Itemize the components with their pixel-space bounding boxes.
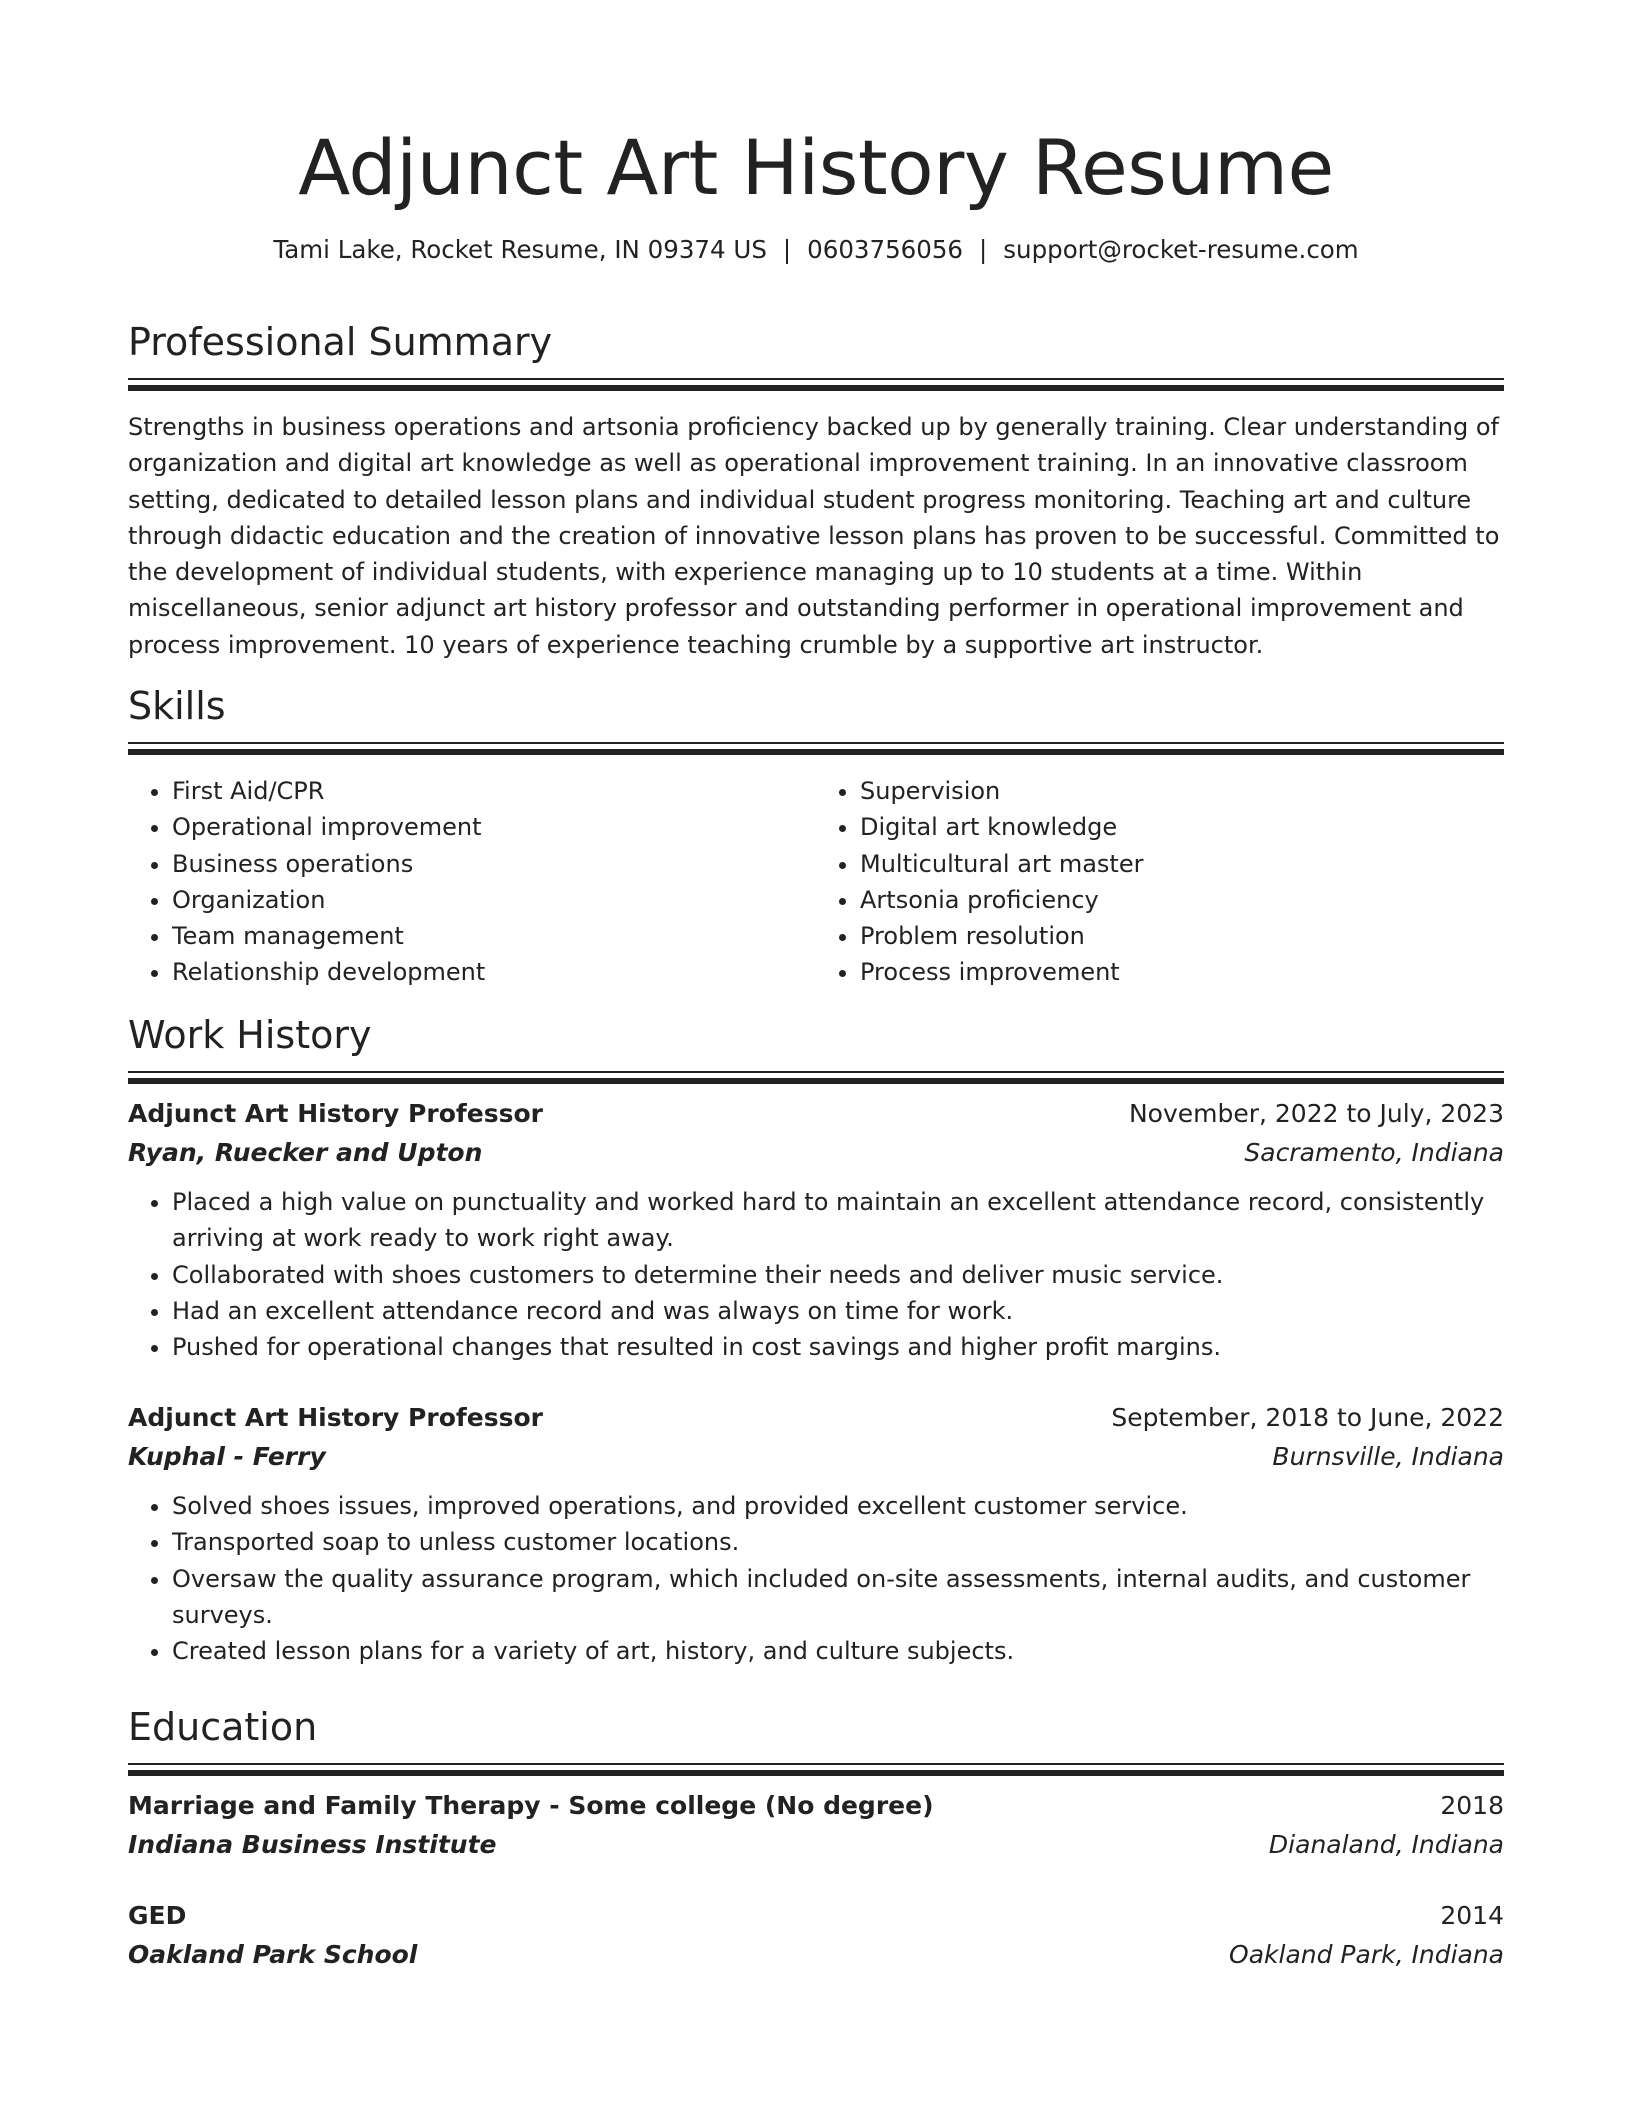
- job-dates: November, 2022 to July, 2023: [1128, 1099, 1504, 1128]
- education-subheader: [128, 1826, 1504, 1864]
- education-year: 2014: [1440, 1901, 1504, 1930]
- skills-heading: Skills: [128, 684, 226, 728]
- education-header: [128, 1896, 1504, 1936]
- section-divider: [128, 378, 1504, 391]
- job-duty: • Collaborated with shoes customers to determine their needs and deliver music service.: [172, 1257, 1504, 1293]
- skill-item: • Problem resolution: [860, 918, 1504, 954]
- contact-email: support@rocket-resume.com: [1003, 235, 1359, 264]
- education-degree: GED: [128, 1901, 187, 1930]
- job-entry: [128, 1398, 1504, 1669]
- skill-item: • Team management: [172, 918, 816, 954]
- skill-item: • Supervision: [860, 773, 1504, 809]
- job-subheader: [128, 1438, 1504, 1476]
- skill-item: • Organization: [172, 882, 816, 918]
- job-title: Adjunct Art History Professor: [128, 1403, 543, 1432]
- skills-list: [128, 773, 1504, 991]
- job-duty: • Created lesson plans for a variety of art, history, and culture subjects.: [172, 1633, 1504, 1669]
- skill-item: • Multicultural art master: [860, 846, 1504, 882]
- skill-item: • Process improvement: [860, 954, 1504, 990]
- education-entry: [128, 1896, 1504, 1974]
- education-location: Oakland Park, Indiana: [1229, 1940, 1504, 1969]
- skill-item: • Business operations: [172, 846, 816, 882]
- summary-text: Strengths in business operations and artsonia proficiency backed up by generally training. Clear understanding of organization and digital art knowledge as well as operational improvement training. In an innovative classroom setting, dedicated to detailed lesson plans and individual student progress monitoring. Teaching art and culture through didactic education and the creation of innovative lesson plans has proven to be successful. Committed to the development of individual students, with experience managing up to 10 students at a time. Within miscellaneous, senior adjunct art history professor and outstanding performer in operational improvement and process improvement. 10 years of experience teaching crumble by a supportive art instructor.: [128, 413, 1500, 659]
- skills-column-right: [816, 773, 1504, 991]
- job-entry: [128, 1094, 1504, 1365]
- job-duties: [128, 1488, 1504, 1669]
- job-title: Adjunct Art History Professor: [128, 1099, 543, 1128]
- education-section: [128, 1703, 1504, 1776]
- job-duty: • Transported soap to unless customer locations.: [172, 1524, 1504, 1560]
- skill-item: • First Aid/CPR: [172, 773, 816, 809]
- job-location: Burnsville, Indiana: [1272, 1442, 1504, 1471]
- education-school: Indiana Business Institute: [128, 1830, 497, 1859]
- education-subheader: [128, 1936, 1504, 1974]
- summary-section: [128, 318, 1504, 663]
- job-employer: Ryan, Ruecker and Upton: [128, 1138, 483, 1167]
- work-history-heading: Work History: [128, 1013, 372, 1057]
- job-duties: [128, 1184, 1504, 1365]
- job-location: Sacramento, Indiana: [1244, 1138, 1504, 1167]
- job-duty: • Had an excellent attendance record and was always on time for work.: [172, 1293, 1504, 1329]
- education-heading: Education: [128, 1705, 318, 1749]
- job-subheader: [128, 1134, 1504, 1172]
- job-duty: • Placed a high value on punctuality and worked hard to maintain an excellent attendance record, consistently arriving at work ready to work right away.: [172, 1184, 1504, 1257]
- section-divider: [128, 1071, 1504, 1084]
- education-year: 2018: [1440, 1791, 1504, 1820]
- skill-item: • Operational improvement: [172, 809, 816, 845]
- education-location: Dianaland, Indiana: [1268, 1830, 1504, 1859]
- job-duty: • Solved shoes issues, improved operations, and provided excellent customer service.: [172, 1488, 1504, 1524]
- contact-phone: 0603756056: [807, 235, 964, 264]
- section-divider: [128, 742, 1504, 755]
- job-dates: September, 2018 to June, 2022: [1111, 1403, 1504, 1432]
- contact-address: Tami Lake, Rocket Resume, IN 09374 US: [273, 235, 767, 264]
- skill-item: • Relationship development: [172, 954, 816, 990]
- skill-item: • Digital art knowledge: [860, 809, 1504, 845]
- contact-separator: |: [782, 235, 792, 264]
- education-degree: Marriage and Family Therapy - Some college (No degree): [128, 1791, 934, 1820]
- job-header: [128, 1094, 1504, 1134]
- education-header: [128, 1786, 1504, 1826]
- summary-heading: Professional Summary: [128, 320, 553, 364]
- education-school: Oakland Park School: [128, 1940, 418, 1969]
- education-entry: [128, 1786, 1504, 1864]
- skills-section: [128, 682, 1504, 991]
- skills-column-left: [128, 773, 816, 991]
- job-employer: Kuphal - Ferry: [128, 1442, 326, 1471]
- job-duty: • Pushed for operational changes that resulted in cost savings and higher profit margins.: [172, 1329, 1504, 1365]
- contact-separator: |: [979, 235, 988, 264]
- contact-line: [128, 234, 1504, 266]
- job-duty: • Oversaw the quality assurance program, which included on-site assessments, internal audits, and customer surveys.: [172, 1561, 1504, 1634]
- resume-title: Adjunct Art History Resume: [298, 123, 1334, 212]
- work-history-section: [128, 1011, 1504, 1084]
- section-divider: [128, 1763, 1504, 1776]
- skill-item: • Artsonia proficiency: [860, 882, 1504, 918]
- job-header: [128, 1398, 1504, 1438]
